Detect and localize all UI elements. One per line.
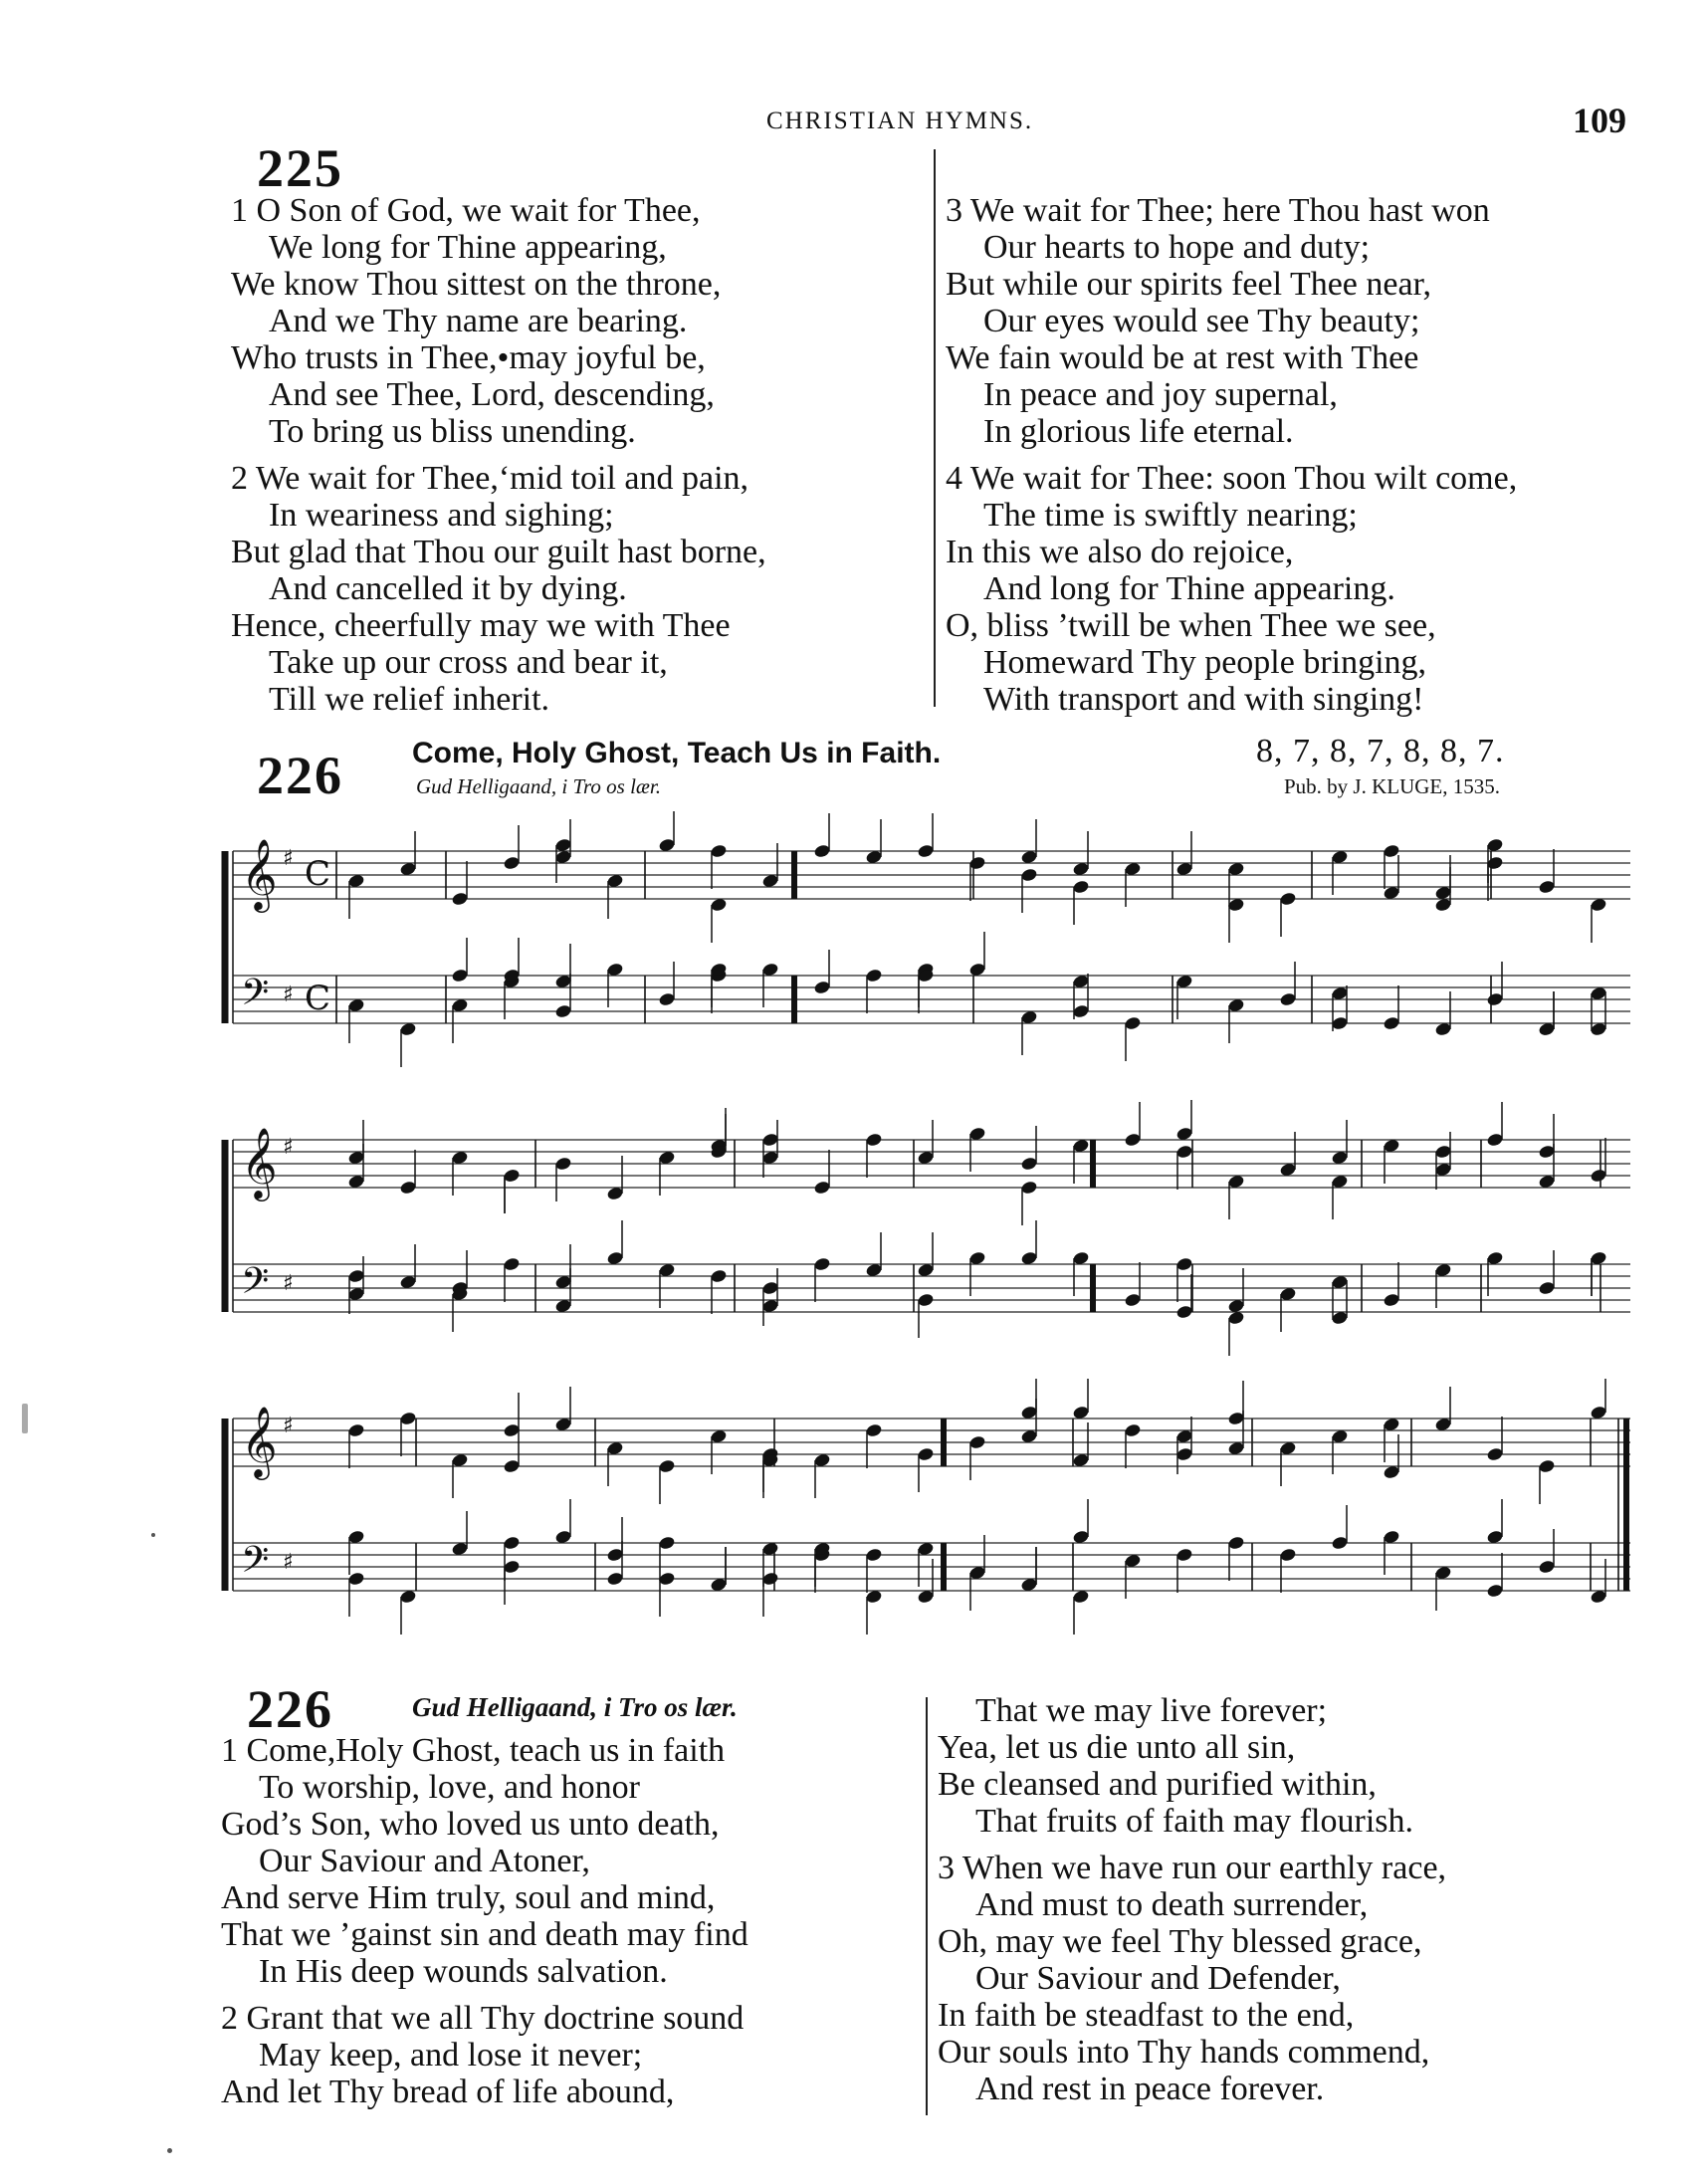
verse-line: Yea, let us die unto all sin, (938, 1729, 1296, 1766)
tune-subtitle: Gud Helligaand, i Tro os lær. (416, 774, 662, 798)
verse-line: In faith be steadfast to the end, (938, 1997, 1355, 2034)
publisher-credit: Pub. by J. KLUGE, 1535. (1284, 774, 1501, 798)
verse-line: Who trusts in Thee,•may joyful be, (231, 339, 706, 376)
verse-line: 1 Come,Holy Ghost, teach us in faith (221, 1732, 726, 1769)
verse-line: That we ’gainst sin and death may find (221, 1916, 748, 1953)
treble-clef: 𝄞 (241, 1405, 278, 1477)
verse-line: We fain would be at rest with Thee (946, 339, 1419, 376)
margin-speck (22, 1404, 28, 1433)
verse-line: And cancelled it by dying. (269, 570, 627, 607)
column-divider (926, 1697, 928, 2115)
meter: 8, 7, 8, 7, 8, 8, 7. (1256, 733, 1505, 769)
hymn-225-left-column (231, 192, 766, 718)
verse-line: Our eyes would see Thy beauty; (983, 303, 1420, 339)
verse-line: In peace and joy supernal, (983, 376, 1338, 413)
margin-speck (167, 2148, 172, 2153)
verse-line: O, bliss ’twill be when Thee we see, (946, 607, 1436, 644)
verse-line: And rest in peace forever. (975, 2071, 1325, 2107)
page-number: 109 (1573, 101, 1626, 140)
verse-line: Oh, may we feel Thy blessed grace, (938, 1923, 1422, 1960)
hymn-226-subtitle: Gud Helligaand, i Tro os lær. (412, 1692, 738, 1722)
verse-line: 3 We wait for Thee; here Thou hast won (946, 192, 1490, 229)
time-signature: C (305, 854, 331, 894)
verse-line: Homeward Thy people bringing, (983, 644, 1427, 681)
margin-speck (151, 1533, 155, 1537)
verse-line: But while our spirits feel Thee near, (946, 266, 1432, 303)
bass-clef: 𝄢 (241, 972, 270, 1022)
tune-number-226: 226 (257, 746, 343, 805)
hymn-number-225: 225 (257, 138, 343, 198)
hymn-226-right-column (938, 1692, 1446, 2107)
verse-line: Be cleansed and purified within, (938, 1766, 1377, 1803)
running-title: CHRISTIAN HYMNS. (766, 108, 1034, 134)
key-signature-sharp: ♯ (283, 1550, 294, 1575)
verse-line: Our hearts to hope and duty; (983, 229, 1371, 266)
hymn-225-right-column (946, 192, 1517, 718)
verse-line: In weariness and sighing; (269, 497, 614, 534)
column-divider (934, 149, 936, 707)
key-signature-sharp: ♯ (283, 1271, 294, 1296)
verse-line: That we may live forever; (975, 1692, 1328, 1729)
music-system-1 (217, 811, 1640, 1110)
bass-clef: 𝄢 (241, 1260, 270, 1311)
verse-line: God’s Son, who loved us unto death, (221, 1806, 720, 1843)
verse-line: And long for Thine appearing. (983, 570, 1395, 607)
verse-line: Take up our cross and bear it, (269, 644, 668, 681)
bass-clef: 𝄢 (241, 1539, 270, 1590)
verse-line: 1 O Son of God, we wait for Thee, (231, 192, 701, 229)
key-signature-sharp: ♯ (283, 1414, 294, 1438)
verse-line: And must to death surrender, (975, 1886, 1369, 1923)
tune-title: Come, Holy Ghost, Teach Us in Faith. (412, 737, 942, 769)
verse-line: Our Saviour and Defender, (975, 1960, 1341, 1997)
verse-line: Hence, cheerfully may we with Thee (231, 607, 731, 644)
treble-clef: 𝄞 (241, 1126, 278, 1199)
verse-line: But glad that Thou our guilt hast borne, (231, 534, 766, 570)
verse-line: Our souls into Thy hands commend, (938, 2034, 1430, 2071)
verse-line: Till we relief inherit. (269, 681, 550, 718)
verse-line: We know Thou sittest on the throne, (231, 266, 722, 303)
verse-line: And serve Him truly, soul and mind, (221, 1879, 716, 1916)
verse-line: In this we also do rejoice, (946, 534, 1294, 570)
verse-line: To bring us bliss unending. (269, 413, 636, 450)
key-signature-sharp: ♯ (283, 846, 294, 871)
key-signature-sharp: ♯ (283, 1135, 294, 1160)
verse-line: 2 We wait for Thee,‘mid toil and pain, (231, 460, 749, 497)
hymn-number-226: 226 (247, 1679, 333, 1739)
music-system-2 (217, 1100, 1640, 1399)
verse-line: In His deep wounds salvation. (259, 1953, 668, 1990)
verse-line: The time is swiftly nearing; (983, 497, 1358, 534)
verse-line: And let Thy bread of life abound, (221, 2074, 675, 2110)
hymn-226-left-column (221, 1732, 748, 2110)
verse-line: With transport and with singing! (983, 681, 1424, 718)
treble-clef: 𝄞 (241, 837, 278, 910)
verse-line: 2 Grant that we all Thy doctrine sound (221, 2000, 745, 2037)
verse-line: 4 We wait for Thee: soon Thou wilt come, (946, 460, 1518, 497)
verse-line: May keep, and lose it never; (259, 2037, 643, 2074)
verse-line: In glorious life eternal. (983, 413, 1294, 450)
verse-line: And see Thee, Lord, descending, (269, 376, 715, 413)
music-system-3 (217, 1379, 1640, 1677)
verse-line: And we Thy name are bearing. (269, 303, 688, 339)
verse-line: To worship, love, and honor (259, 1769, 640, 1806)
verse-line: Our Saviour and Atoner, (259, 1843, 590, 1879)
verse-line: 3 When we have run our earthly race, (938, 1850, 1447, 1886)
time-signature: C (305, 979, 331, 1018)
verse-line: We long for Thine appearing, (269, 229, 667, 266)
verse-line: That fruits of faith may flourish. (975, 1803, 1414, 1840)
key-signature-sharp: ♯ (283, 983, 294, 1007)
